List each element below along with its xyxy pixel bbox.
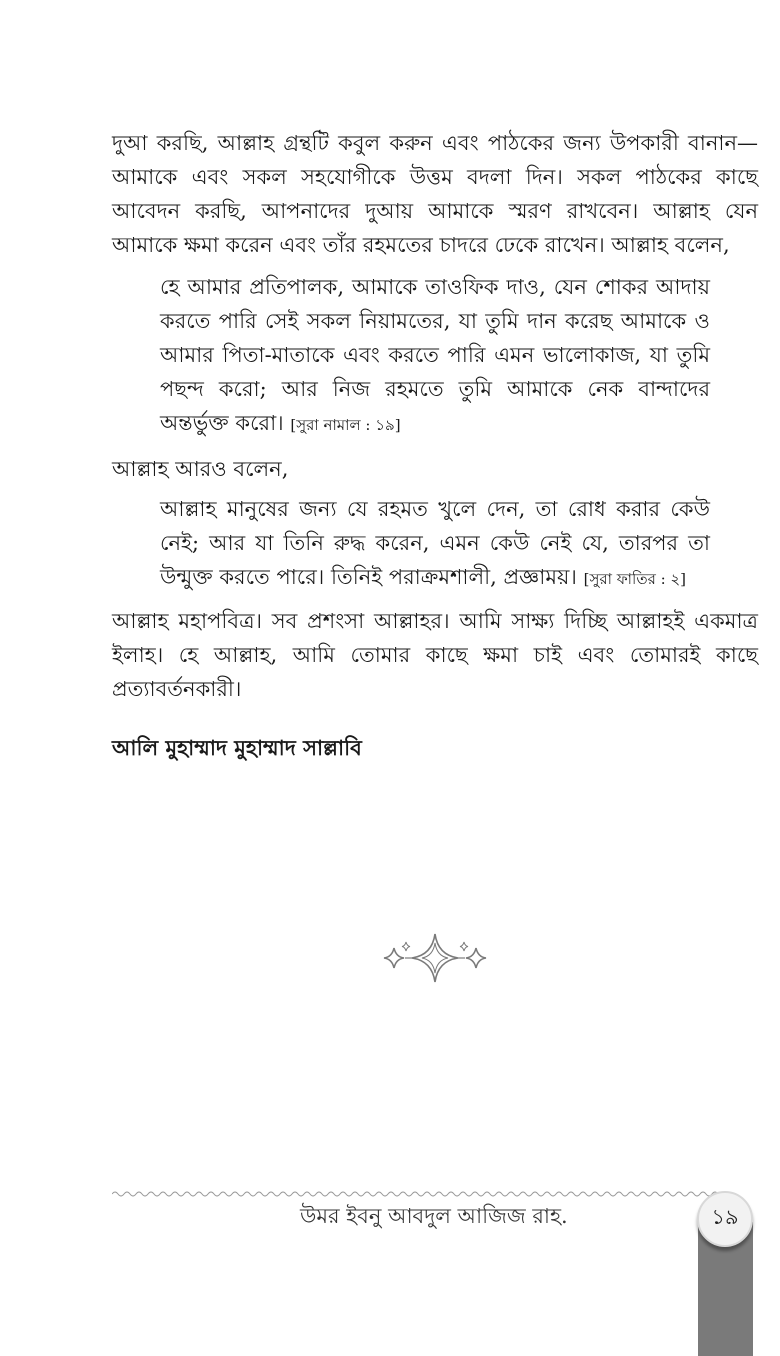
quote-surah-fatir xyxy=(160,492,710,596)
author-signature: আলি মুহাম্মাদ মুহাম্মাদ সাল্লাবি xyxy=(112,735,362,760)
running-footer-title: উমর ইবনু আবদুল আজিজ রাহ. xyxy=(300,1204,568,1228)
quote-text: হে আমার প্রতিপালক, আমাকে তাওফিক দাও, যেন শোকর আদায় করতে পারি সেই সকল নিয়ামতের, যা তুমি দান করেছ আমাকে ও আমার পিতা-মাতাকে এবং করতে পারি এমন ভালোকাজ, যা তুমি পছন্দ করো; আর নিজ রহমতে তুমি আমাকে নেক বান্দাদের অন্তর্ভুক্ত করো। xyxy=(160,275,710,435)
paragraph-lead: আল্লাহ আরও বলেন, xyxy=(112,457,289,481)
quote-surah-naml xyxy=(160,270,710,442)
paragraph-closing: আল্লাহ মহাপবিত্র। সব প্রশংসা আল্লাহর। আমি সাক্ষ্য দিচ্ছি আল্লাহই একমাত্র ইলাহ। হে আল্লাহ, আমি তোমার কাছে ক্ষমা চাই এবং তোমারই কাছে প্রত্যাবর্তনকারী। xyxy=(112,609,758,701)
quote-text: আল্লাহ মানুষের জন্য যে রহমত খুলে দেন, তা রোধ করার কেউ নেই; আর যা তিনি রুদ্ধ করেন, এমন কেউ নেই যে, তারপর তা উন্মুক্ত করতে পারে। তিনিই পরাক্রমশালী, প্রজ্ঞাময়। xyxy=(160,497,710,589)
four-point-star-ornament-icon xyxy=(378,930,492,986)
quote-citation: [সুরা ফাতির : ২] xyxy=(583,570,687,588)
page-number: ১৯ xyxy=(711,1205,739,1229)
paragraph-dua: দুআ করছি, আল্লাহ গ্রন্থটি কবুল করুন এবং পাঠকের জন্য উপকারী বানান—আমাকে এবং সকল সহযোগীকে উত্তম বদলা দিন। সকল পাঠকের কাছে আবেদন করছি, আপনাদের দুআয় আমাকে স্মরণ রাখবেন। আল্লাহ যেন আমাকে ক্ষমা করেন এবং তাঁর রহমতের চাদরে ঢেকে রাখেন। আল্লাহ বলেন, xyxy=(112,131,758,257)
quote-citation: [সুরা নামাল : ১৯] xyxy=(290,416,401,434)
